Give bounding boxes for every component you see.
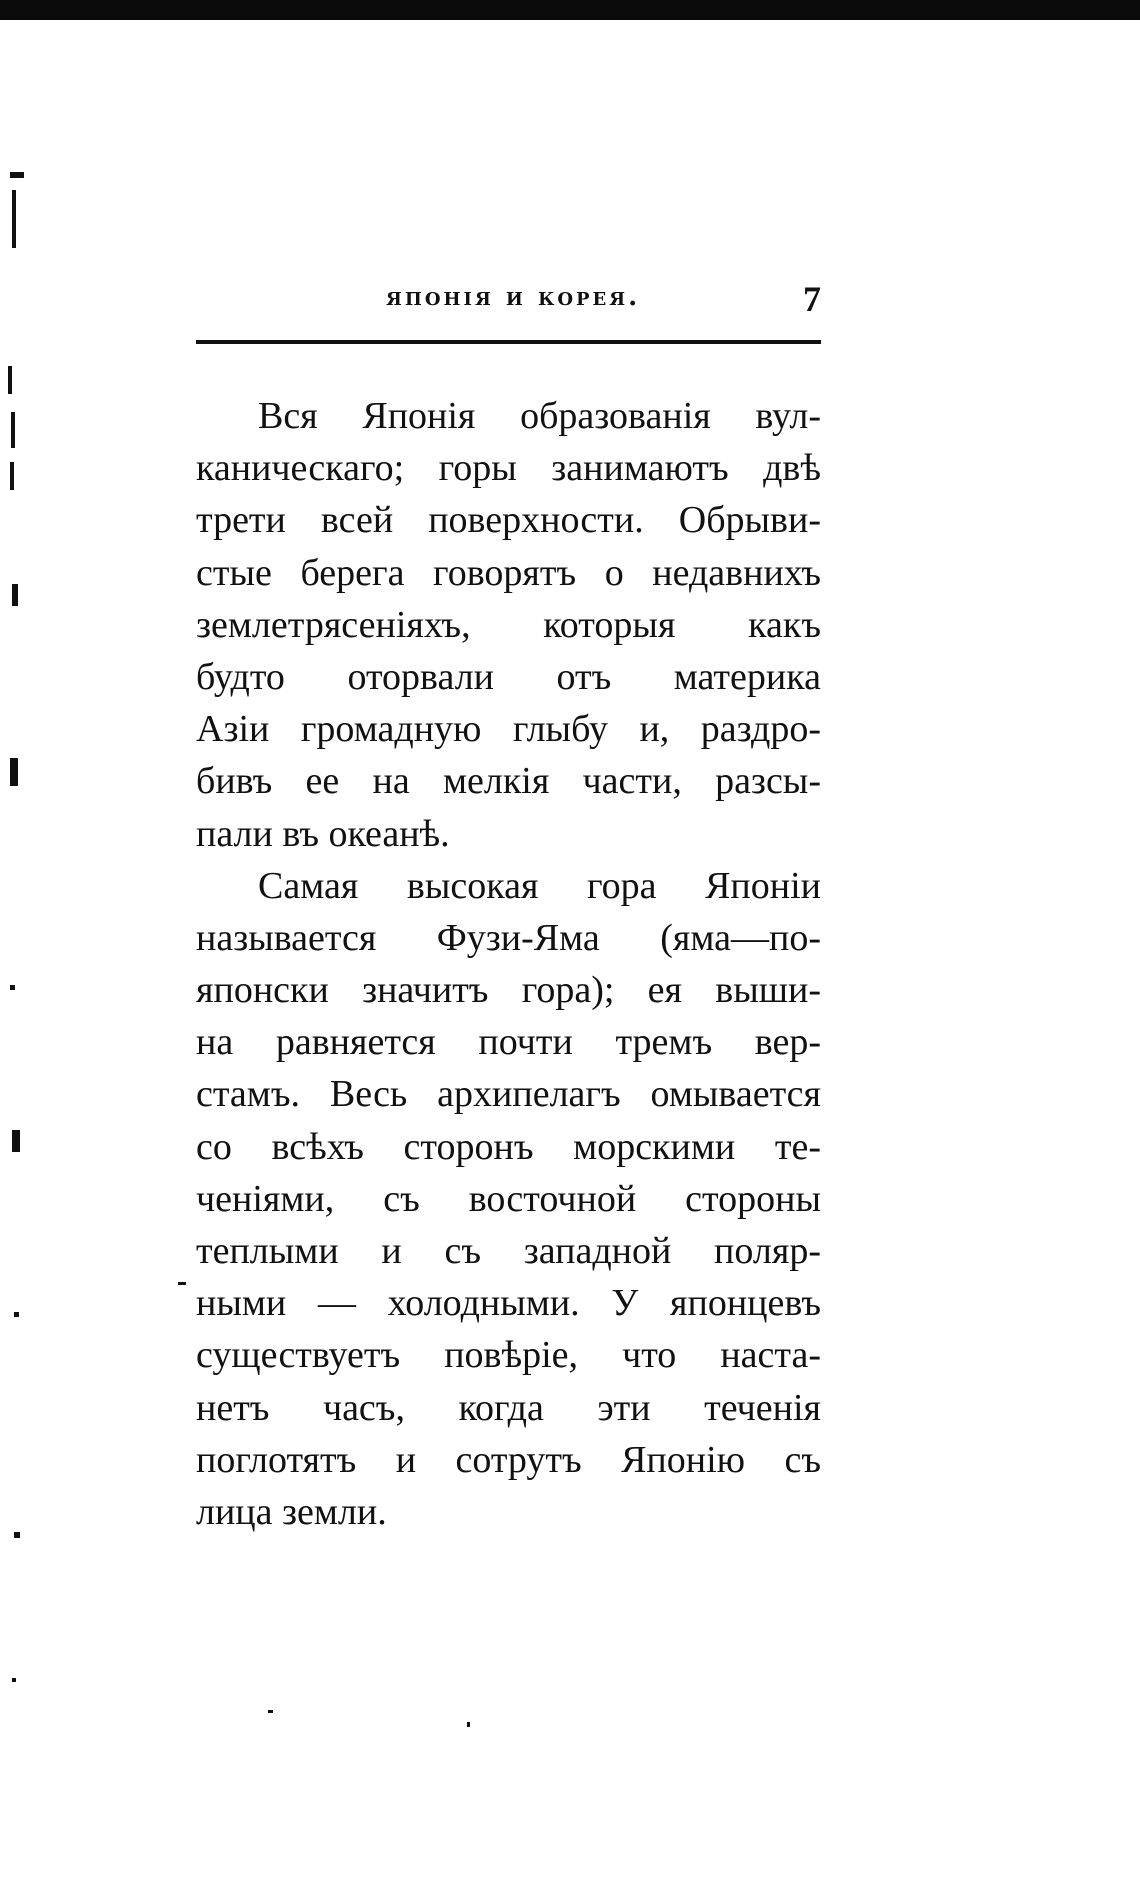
paragraph-1 <box>196 390 821 860</box>
paragraph-2 <box>196 860 821 1538</box>
scan-speck <box>12 1678 16 1682</box>
scan-speck <box>10 462 14 490</box>
text-line: Самая высокая гора Японіи <box>258 864 821 907</box>
text-line: ными — холодными. У японцевъ <box>196 1282 821 1325</box>
text-line: каническаго; горы занимаютъ двѣ <box>196 447 821 490</box>
text-line: со всѣхъ сторонъ морскими те- <box>196 1125 821 1168</box>
scan-speck <box>14 1532 20 1538</box>
header-rule <box>196 340 821 344</box>
scan-speck <box>11 412 15 448</box>
scan-speck <box>12 584 18 606</box>
text-line: японски значитъ гора); ея выши- <box>196 969 821 1012</box>
scan-speck <box>178 1282 186 1285</box>
text-line: стамъ. Весь архипелагъ омывается <box>196 1073 821 1116</box>
text-line: лица земли. <box>196 1490 387 1533</box>
text-line: существуетъ повѣріе, что наста- <box>196 1334 821 1377</box>
scan-speck <box>12 190 16 248</box>
text-line: бивъ ее на мелкія части, разсы- <box>196 760 821 803</box>
scan-speck <box>268 1710 273 1713</box>
text-line: Вся Японія образованія вул- <box>258 395 821 437</box>
scan-speck <box>12 1130 20 1152</box>
scan-speck <box>10 758 18 786</box>
scan-top-border <box>0 0 1140 20</box>
text-line: стые берега говорятъ о недавнихъ <box>196 551 821 594</box>
text-line: называется Фузи-Яма (яма—по- <box>196 916 821 959</box>
text-line: будто оторвали отъ материка <box>196 655 821 698</box>
text-line: трети всей поверхности. Обрыви- <box>196 499 821 542</box>
page-header <box>196 278 821 318</box>
running-head: японія и корея. <box>386 282 641 312</box>
text-line: ченіями, съ восточной стороны <box>196 1177 821 1220</box>
text-line: пали въ океанѣ. <box>196 812 450 855</box>
scan-speck <box>467 1722 470 1727</box>
scan-speck <box>14 1312 19 1317</box>
scan-speck <box>10 985 15 990</box>
page-number: 7 <box>803 279 821 319</box>
text-line: поглотятъ и сотрутъ Японію съ <box>196 1438 821 1481</box>
scan-speck <box>8 366 12 394</box>
body-text <box>196 390 821 1538</box>
text-line: Азіи громадную глыбу и, раздро- <box>196 708 821 751</box>
text-line: землетрясеніяхъ, которыя какъ <box>196 603 821 646</box>
text-line: нетъ часъ, когда эти теченія <box>196 1386 821 1429</box>
scan-speck <box>10 172 24 178</box>
text-line: на равняется почти тремъ вер- <box>196 1021 821 1064</box>
text-line: теплыми и съ западной поляр- <box>196 1230 821 1272</box>
